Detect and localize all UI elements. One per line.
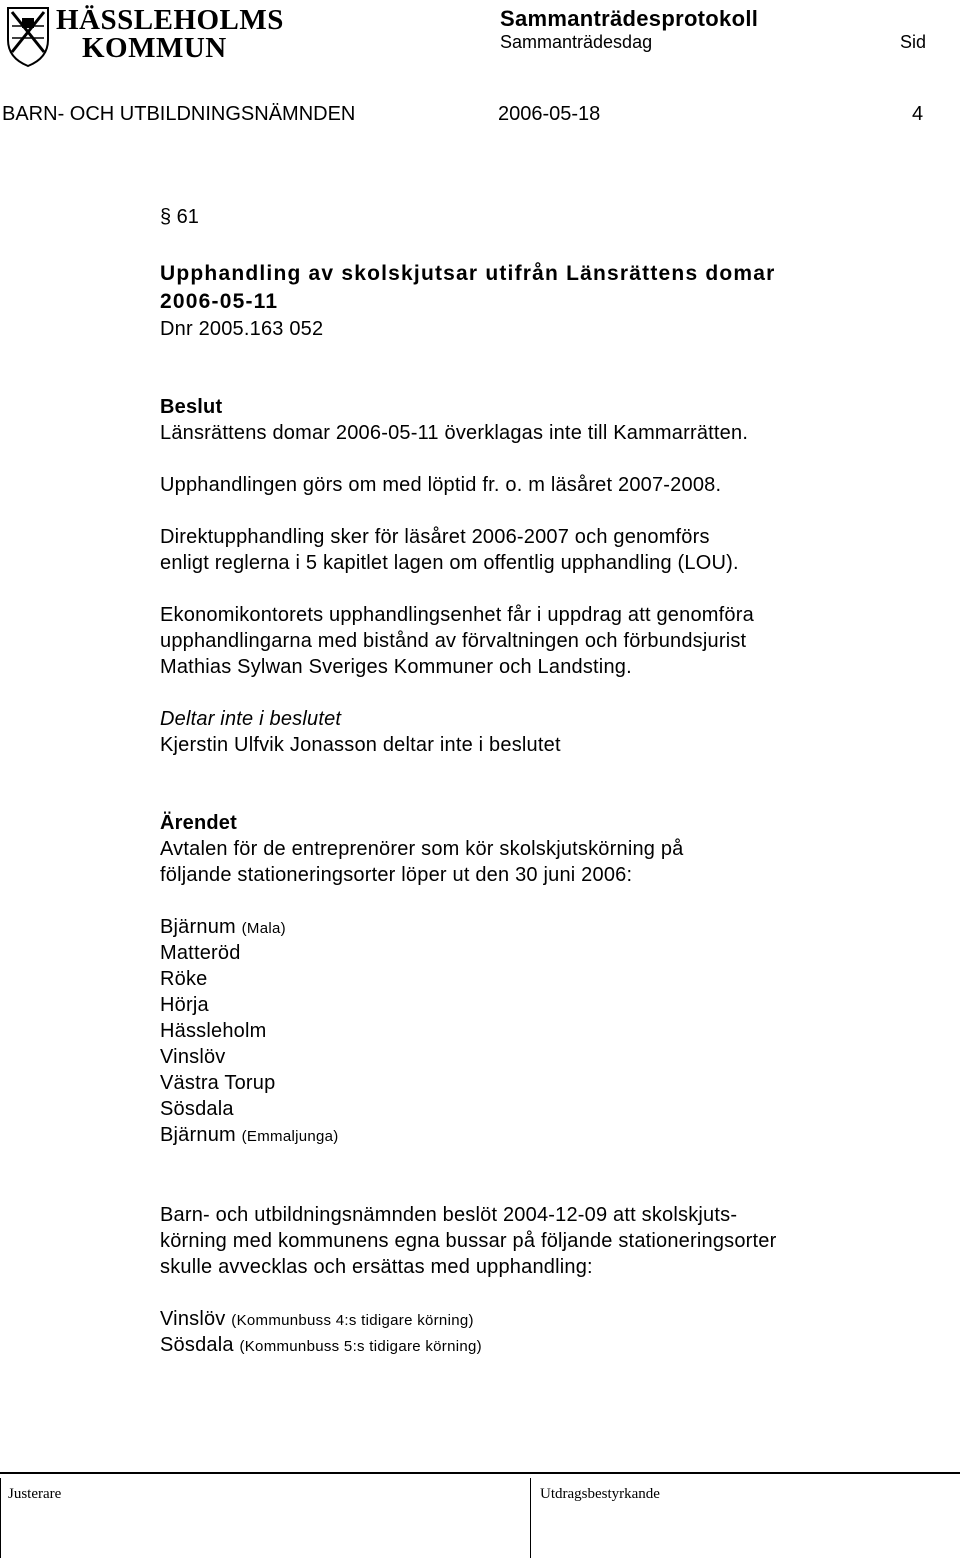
replaced-item bbox=[160, 1332, 482, 1360]
location-item bbox=[160, 1096, 234, 1122]
meeting-date: 2006-05-18 bbox=[498, 103, 601, 125]
location-item bbox=[160, 966, 208, 992]
location-name: Bjärnum bbox=[160, 1124, 236, 1146]
arendet-p1-line1: Avtalen för de entreprenörer som kör skolskjutskörning på bbox=[160, 838, 684, 860]
replaced-item bbox=[160, 1306, 474, 1334]
dnr: Dnr 2005.163 052 bbox=[160, 318, 324, 340]
org-name-line2: KOMMUN bbox=[82, 32, 227, 64]
not-participating-text: Kjerstin Ulfvik Jonasson deltar inte i beslutet bbox=[160, 734, 561, 756]
location-item bbox=[160, 1018, 266, 1044]
document-type: Sammanträdesprotokoll bbox=[500, 6, 759, 31]
location-name: Västra Torup bbox=[160, 1072, 276, 1094]
committee-name: BARN- OCH UTBILDNINGSNÄMNDEN bbox=[2, 103, 356, 125]
beslut-p4-line2: upphandlingarna med bistånd av förvaltningen och förbundsjurist bbox=[160, 630, 747, 652]
location-item bbox=[160, 914, 286, 942]
beslut-p1: Länsrättens domar 2006-05-11 överklagas inte till Kammarrätten. bbox=[160, 422, 749, 444]
location-note: (Mala) bbox=[241, 920, 286, 937]
signature-box-mid-border bbox=[530, 1478, 531, 1558]
section-title-line2: 2006-05-11 bbox=[160, 290, 279, 313]
beslut-p3-line2: enligt reglerna i 5 kapitlet lagen om offentlig upphandling (LOU). bbox=[160, 552, 739, 574]
location-name: Bjärnum bbox=[160, 916, 236, 938]
signature-box-left-border bbox=[0, 1478, 1, 1558]
location-name: Matteröd bbox=[160, 942, 241, 964]
arendet-heading: Ärendet bbox=[160, 812, 237, 834]
beslut-p4-line3: Mathias Sylwan Sveriges Kommuner och Landsting. bbox=[160, 656, 632, 678]
section-title-line1: Upphandling av skolskjutsar utifrån Länsrättens domar bbox=[160, 262, 776, 285]
location-name: Sösdala bbox=[160, 1098, 234, 1120]
section-number: § 61 bbox=[160, 206, 199, 228]
location-name: Hörja bbox=[160, 994, 209, 1016]
page-number: 4 bbox=[912, 103, 924, 125]
location-name: Röke bbox=[160, 968, 208, 990]
meeting-day-label: Sammanträdesdag bbox=[500, 32, 653, 52]
beslut-p3-line1: Direktupphandling sker för läsåret 2006-2007 och genomförs bbox=[160, 526, 710, 548]
beslut-p4-line1: Ekonomikontorets upphandlingsenhet får i uppdrag att genomföra bbox=[160, 604, 754, 626]
location-name: Hässleholm bbox=[160, 1020, 267, 1042]
arendet-p2-line2: körning med kommunens egna bussar på följande stationeringsorter bbox=[160, 1230, 777, 1252]
arendet-p2-line1: Barn- och utbildningsnämnden beslöt 2004-12-09 att skolskjuts- bbox=[160, 1204, 738, 1226]
location-note: (Emmaljunga) bbox=[241, 1128, 339, 1145]
arendet-p1-line2: följande stationeringsorter löper ut den 30 juni 2006: bbox=[160, 864, 633, 886]
replaced-note: (Kommunbuss 5:s tidigare körning) bbox=[239, 1338, 482, 1355]
arendet-p2-line3: skulle avvecklas och ersättas med upphandling: bbox=[160, 1256, 593, 1278]
location-item bbox=[160, 992, 209, 1018]
section-title bbox=[160, 260, 776, 316]
location-name: Vinslöv bbox=[160, 1046, 226, 1068]
beslut-p2: Upphandlingen görs om med löptid fr. o. m läsåret 2007-2008. bbox=[160, 474, 722, 496]
replaced-name: Sösdala bbox=[160, 1334, 234, 1356]
location-item bbox=[160, 1044, 226, 1070]
justerare-label: Justerare bbox=[8, 1486, 62, 1502]
replaced-note: (Kommunbuss 4:s tidigare körning) bbox=[231, 1312, 474, 1329]
beslut-heading: Beslut bbox=[160, 396, 223, 418]
location-item bbox=[160, 1070, 275, 1096]
not-participating-heading: Deltar inte i beslutet bbox=[160, 708, 342, 730]
utdragsbestyrkande-label: Utdragsbestyrkande bbox=[540, 1486, 660, 1502]
location-item bbox=[160, 1122, 339, 1150]
org-name-line1: HÄSSLEHOLMS bbox=[56, 4, 284, 36]
replaced-name: Vinslöv bbox=[160, 1308, 226, 1330]
footer-divider bbox=[0, 1472, 960, 1474]
location-item bbox=[160, 940, 241, 966]
page-label: Sid bbox=[900, 32, 927, 52]
